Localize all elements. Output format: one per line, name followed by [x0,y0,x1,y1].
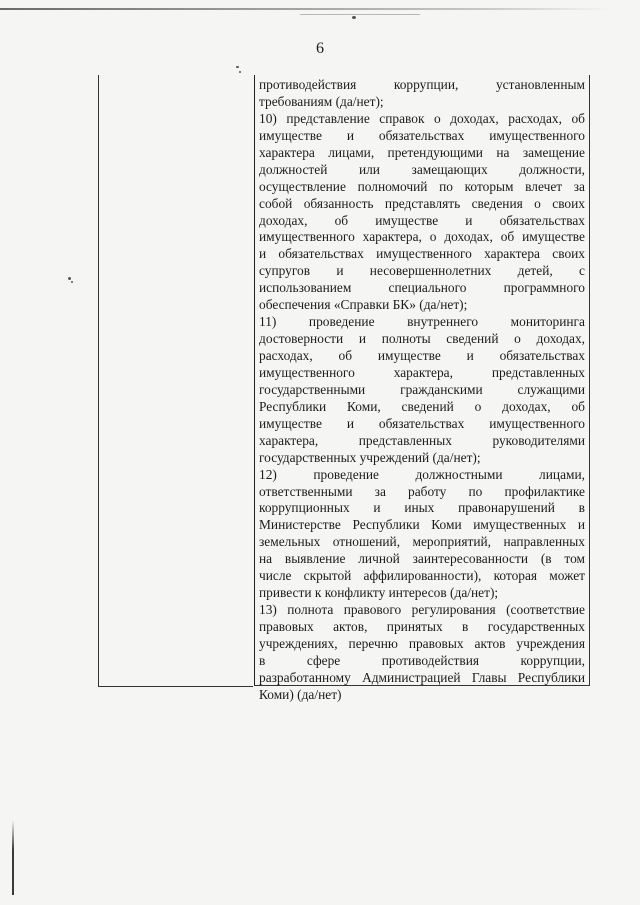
table-text-line: учреждениях, перечню правовых актов учреждения [259,635,585,651]
table-text-line: имущественного характера, представленных [259,364,585,380]
table-text-line: государственными гражданскими служащими [259,381,585,397]
table-text-line: характера лицами, претендующими на замещение [259,144,585,160]
table-text-line: числе скрытой аффилированности), которая может [259,568,585,584]
table-text-line: Министерстве Республики Коми имущественных и [259,517,585,533]
table-right-column [254,75,590,702]
scan-speck [352,16,356,19]
table-text-line: осуществление полномочий по которым влечет за [259,178,585,194]
table-text-line: требованиям (да/нет); [259,93,384,109]
table-text-line: Республики Коми, сведений о доходах, об [259,398,585,414]
page-number: 6 [316,40,324,57]
table-text-line: привести к конфликту интересов (да/нет); [259,585,499,601]
table-text-line: 11) проведение внутреннего мониторинга [259,314,585,330]
table-text-line: использованием специального программного [259,280,585,296]
table-text-line: имущественного характера, о доходах, об имуществе [259,229,585,245]
table-text-line: правовых актов, принятых в государственных [259,619,585,634]
table-text-line: коррупционных и иных правонарушений в [259,500,585,516]
table-text-line: достоверности и полноты сведений о доходах, [259,331,585,347]
scan-top-rule [0,8,610,10]
table-text-line: собой обязанность представлять сведения о своих [259,195,585,211]
table-left-column [98,75,253,687]
table-text-line: ответственными за работу по профилактике [259,483,585,499]
scan-top-rule-secondary [300,14,420,15]
table-text-line: обеспечения «Справки БК» (да/нет); [259,297,468,313]
table-text-line: имуществе и обязательствах имущественного [259,127,585,143]
table-text-line: 13) полнота правового регулирования (соответствие [259,602,585,618]
table-text-line: земельных отношений, мероприятий, направленных [259,534,585,550]
scan-speck [68,277,71,280]
table-text-line: 10) представление справок о доходах, расходах, об [259,110,585,126]
table-text-line: супругов и несовершеннолетних детей, с [259,263,585,279]
scan-left-edge-mark [12,820,14,895]
scan-speck [236,66,239,68]
table-text-line: доходах, об имуществе и обязательствах [259,212,585,228]
table-text-line: и обязательствах имущественного характера своих [259,246,585,262]
table-text-line: имуществе и обязательствах имущественного [259,415,585,431]
table-text-line: Коми) (да/нет) [259,686,342,702]
table-text-line: разработанному Администрацией Главы Республики [259,669,585,685]
scan-speck [71,281,73,283]
scan-speck [239,71,241,73]
table-text-line: характера, представленных руководителями [259,432,585,448]
table-text-line: на выявление личной заинтересованности (в том [259,551,585,567]
table-text-line: должностей или замещающих должности, [259,161,585,177]
table-text-line: в сфере противодействия коррупции, [259,652,585,668]
table-text-line: государственных учреждений (да/нет); [259,449,481,465]
criteria-table [98,75,594,702]
table-text-line: расходах, об имуществе и обязательствах [259,348,585,363]
table-text-line: противодействия коррупции, установленным [259,77,585,92]
table-text-line: 12) проведение должностными лицами, [259,466,585,482]
